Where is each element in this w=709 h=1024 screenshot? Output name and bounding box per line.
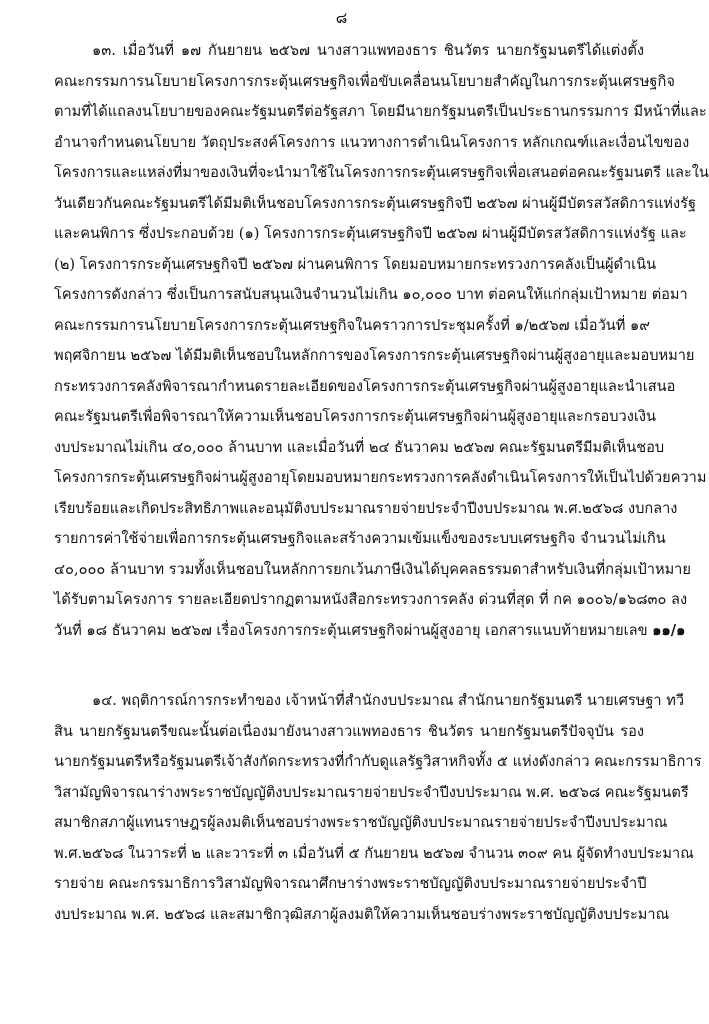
paragraph-line: วันเดียวกันคณะรัฐมนตรีได้มีมติเห็นชอบโครงการกระตุ้นเศรษฐกิจปี ๒๕๖๗ ผ่านผู้มีบัตรสวัสดิการแห่งรัฐ [54,195,697,212]
paragraph-line: นายกรัฐมนตรีหรือรัฐมนตรีเจ้าสังกัดกระทรวงที่กำกับดูแลรัฐวิสาหกิจทั้ง ๕ แห่งดังกล่าว คณะกรรมาธิการ [54,753,702,770]
paragraph-line: โครงการดังกล่าว ซึ่งเป็นการสนับสนุนเงินจำนวนไม่เกิน ๑๐,๐๐๐ บาท ต่อคนให้แก่กลุ่มเป้าหมาย ต่อมา [54,286,688,303]
paragraph-line: ตามที่ได้แถลงนโยบายของคณะรัฐมนตรีต่อรัฐสภา โดยมีนายกรัฐมนตรีเป็นประธานกรรมการ มีหน้าที่และ [54,103,707,120]
page-number: ๘ [335,9,348,27]
paragraph-line: คณะกรรมการนโยบายโครงการกระตุ้นเศรษฐกิจในคราวการประชุมครั้งที่ ๑/๒๕๖๗ เมื่อวันที่ ๑๙ [54,317,650,334]
paragraph-line: และคนพิการ ซึ่งประกอบด้วย (๑) โครงการกระตุ้นเศรษฐกิจปี ๒๕๖๗ ผ่านผู้มีบัตรสวัสดิการแห่งรัฐ และ [54,225,687,242]
paragraph-line-text: วันที่ ๑๘ ธันวาคม ๒๕๖๗ เรื่องโครงการกระตุ้นเศรษฐกิจผ่านผู้สูงอายุ เอกสารแนบท้ายหมายเลข [54,622,648,639]
paragraph-line: รายจ่าย คณะกรรมาธิการวิสามัญพิจารณาศึกษาร่างพระราชบัญญัติงบประมาณรายจ่ายประจำปี [54,875,647,892]
paragraph-line: โครงการกระตุ้นเศรษฐกิจผ่านผู้สูงอายุโดยมอบหมายกระทรวงการคลังดำเนินโครงการให้เป็นไปด้วยความ [54,469,707,486]
paragraph-line: คณะรัฐมนตรีเพื่อพิจารณาให้ความเห็นชอบโครงการกระตุ้นเศรษฐกิจผ่านผู้สูงอายุและกรอบวงเงิน [54,408,656,425]
paragraph-line: เรียบร้อยและเกิดประสิทธิภาพและอนุมัติงบประมาณรายจ่ายประจำปีงบประมาณ พ.ศ.๒๕๖๘ งบกลาง [54,500,678,517]
paragraph-line: พ.ศ.๒๕๖๘ ในวาระที่ ๒ และวาระที่ ๓ เมื่อวันที่ ๕ กันยายน ๒๕๖๗ จำนวน ๓๐๙ คน ผู้จัดทำงบประมาณ [54,845,694,862]
paragraph-line: ๑๓. เมื่อวันที่ ๑๗ กันยายน ๒๕๖๗ นางสาวแพทองธาร ชินวัตร นายกรัฐมนตรีได้แต่งตั้ง [92,42,644,59]
paragraph-line: รายการค่าใช้จ่ายเพื่อการกระตุ้นเศรษฐกิจและสร้างความเข้มแข็งของระบบเศรษฐกิจ จำนวนไม่เกิน [54,530,666,547]
paragraph-line: งบประมาณ พ.ศ. ๒๕๖๘ และสมาชิกวุฒิสภาผู้ลงมติให้ความเห็นชอบร่างพระราชบัญญัติงบประมาณ [54,906,670,923]
paragraph-line: (๒) โครงการกระตุ้นเศรษฐกิจปี ๒๕๖๗ ผ่านคนพิการ โดยมอบหมายกระทรวงการคลังเป็นผู้ดำเนิน [54,256,657,273]
paragraph-line: กระทรวงการคลังพิจารณากำหนดรายละเอียดของโครงการกระตุ้นเศรษฐกิจผ่านผู้สูงอายุและนำเสนอ [54,378,676,395]
paragraph-line: อำนาจกำหนดนโยบาย วัตถุประสงค์โครงการ แนวทางการดำเนินโครงการ หลักเกณฑ์และเงื่อนไขของ [54,134,690,151]
paragraph-line: วิสามัญพิจารณาร่างพระราชบัญญัติงบประมาณรายจ่ายประจำปีงบประมาณ พ.ศ. ๒๕๖๘ คณะรัฐมนตรี [54,784,689,801]
paragraph-line: คณะกรรมการนโยบายโครงการกระตุ้นเศรษฐกิจเพื่อขับเคลื่อนนโยบายสำคัญในการกระตุ้นเศรษฐกิจ [54,73,675,90]
paragraph-line: สมาชิกสภาผู้แทนราษฎรผู้ลงมติเห็นชอบร่างพระราชบัญญัติงบประมาณรายจ่ายประจำปีงบประมาณ [54,814,668,831]
paragraph-line [54,616,686,646]
paragraph-line: ๑๔. พฤติการณ์การกระทำของ เจ้าหน้าที่สำนักงบประมาณ สำนักนายกรัฐมนตรี นายเศรษฐา ทวี [92,692,685,709]
paragraph-line: ได้รับตามโครงการ รายละเอียดปรากฏตามหนังสือกระทรวงการคลัง ด่วนที่สุด ที่ กค ๑๐๐๖/๑๖๘๓๐ ลง [54,591,688,608]
paragraph-line: พฤศจิกายน ๒๕๖๗ ได้มีมติเห็นชอบในหลักการของโครงการกระตุ้นเศรษฐกิจผ่านผู้สูงอายุและมอบหมาย [54,347,695,364]
paragraph-line: สิน นายกรัฐมนตรีขณะนั้นต่อเนื่องมายังนางสาวแพทองธาร ชินวัตร นายกรัฐมนตรีปัจจุบัน รอง [54,723,644,740]
paragraph-line: ๔๐,๐๐๐ ล้านบาท รวมทั้งเห็นชอบในหลักการยกเว้นภาษีเงินได้บุคคลธรรมดาสำหรับเงินที่กลุ่มเป้าหมาย [54,561,691,578]
paragraph-line: โครงการและแหล่งที่มาของเงินที่จะนำมาใช้ในโครงการกระตุ้นเศรษฐกิจเพื่อเสนอต่อคณะรัฐมนตรี และใน [54,164,709,181]
attachment-reference: ๑๑/๑ [652,622,686,639]
paragraph-line: งบประมาณไม่เกิน ๔๐,๐๐๐ ล้านบาท และเมื่อวันที่ ๒๔ ธันวาคม ๒๕๖๗ คณะรัฐมนตรีมีมติเห็นชอบ [54,439,665,456]
